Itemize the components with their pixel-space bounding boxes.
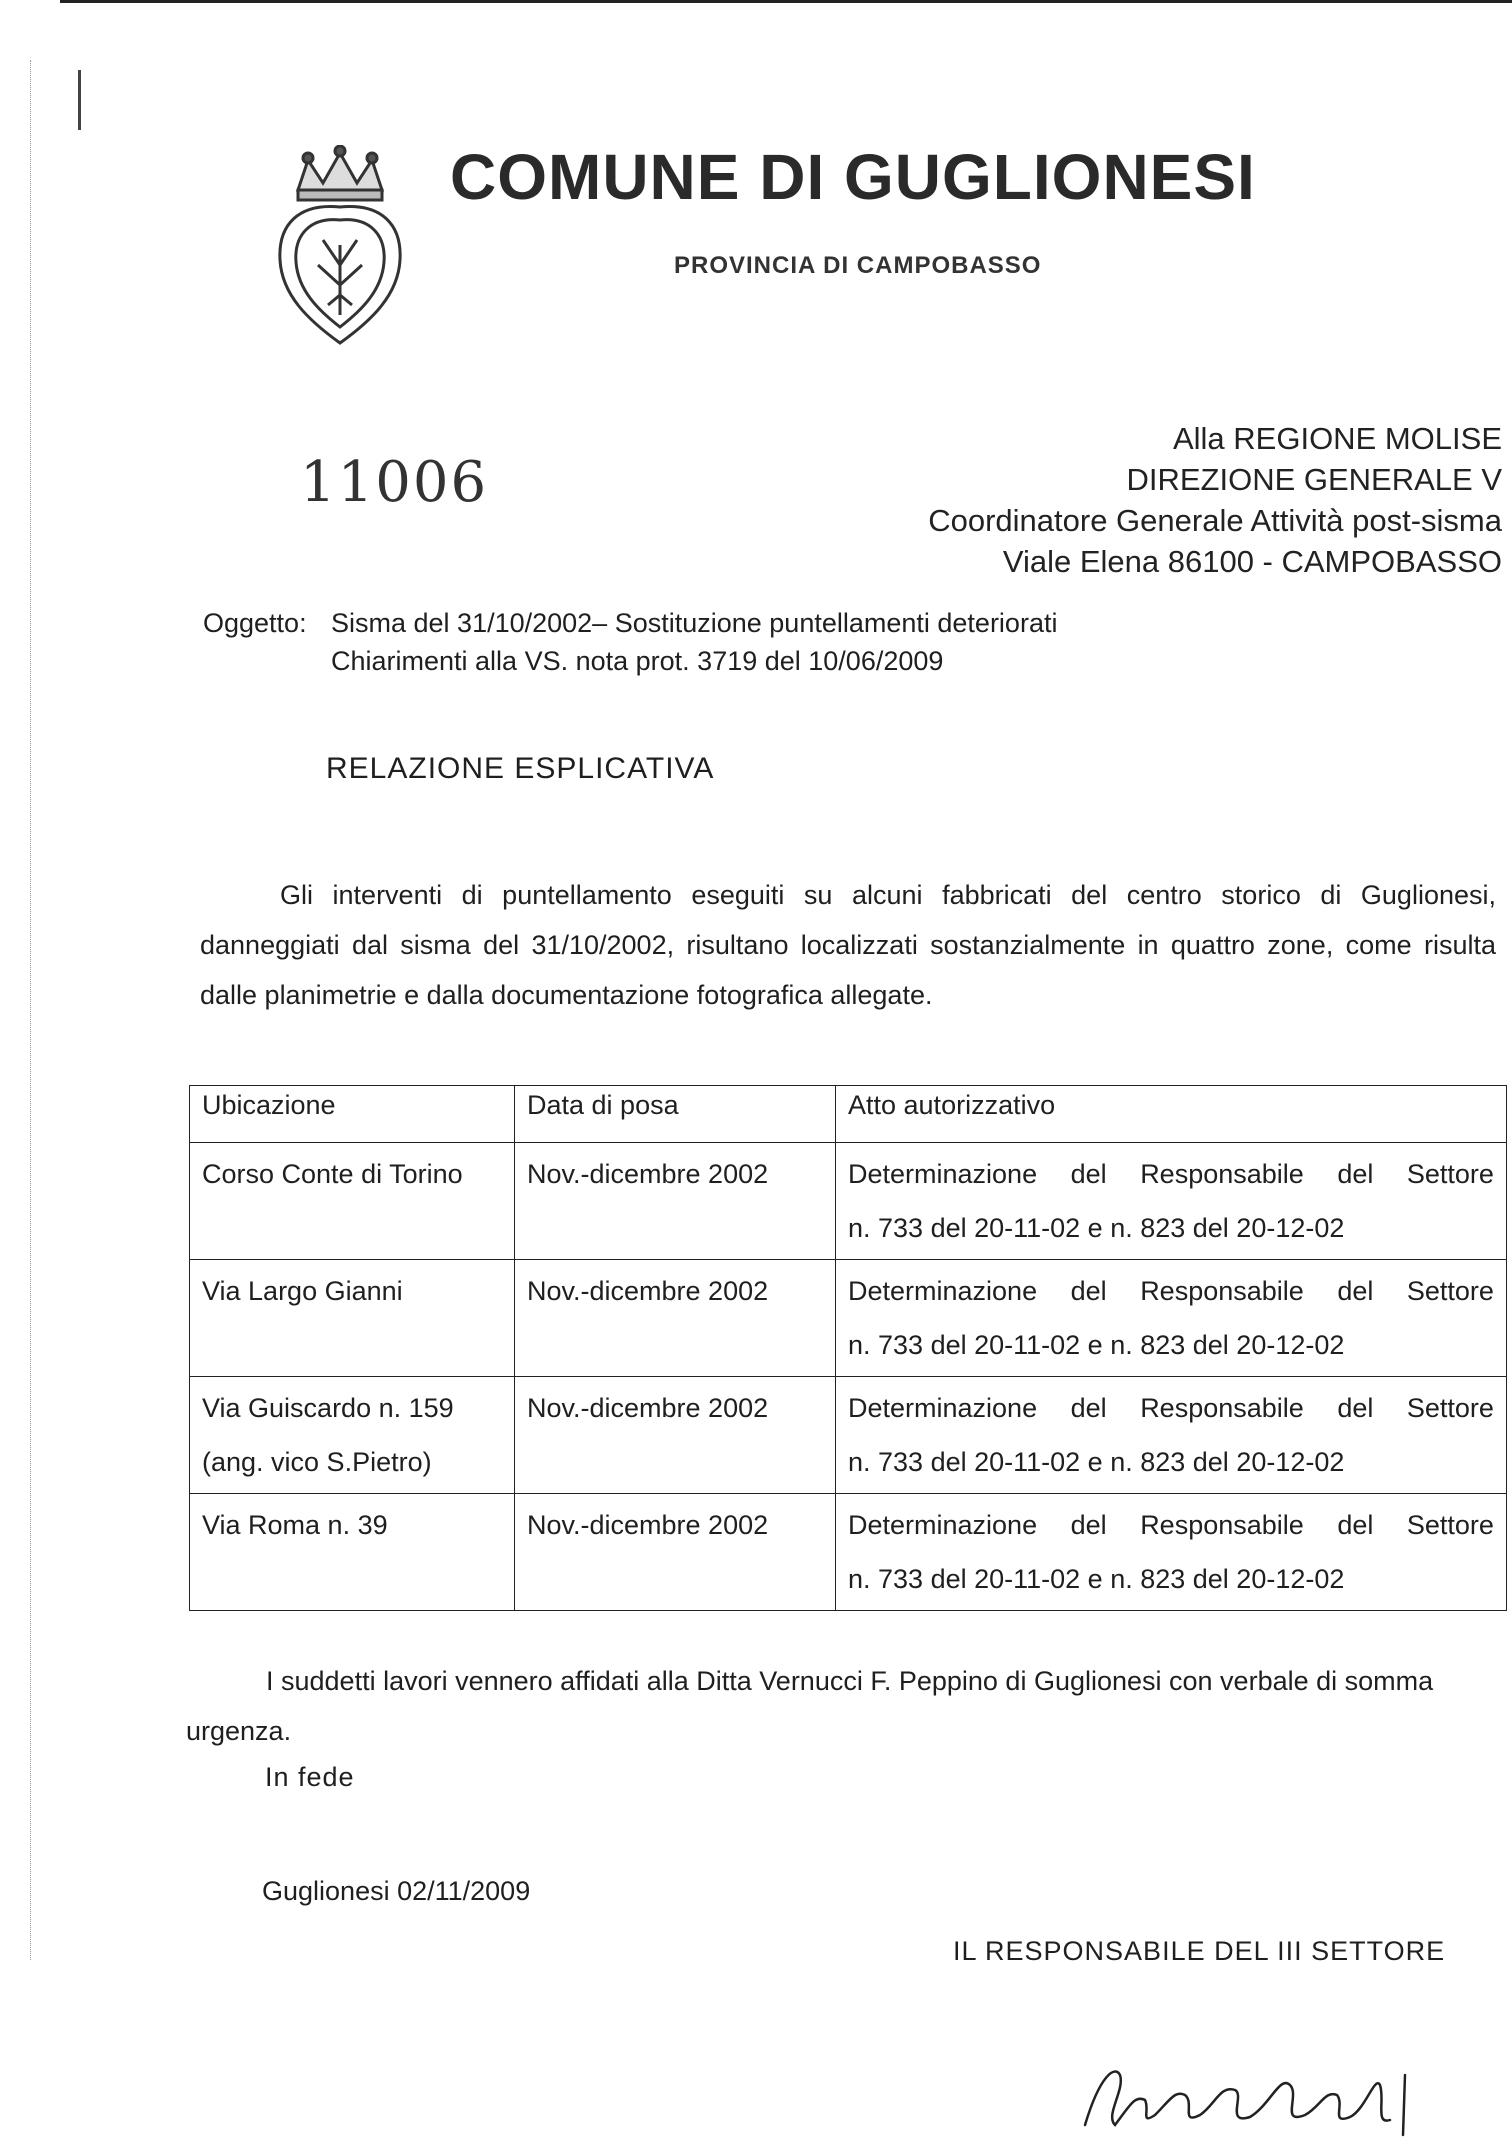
recipient-line: Viale Elena 86100 - CAMPOBASSO — [1002, 544, 1502, 579]
act-word: Settore — [1406, 1276, 1494, 1306]
scan-margin-bar — [78, 70, 81, 130]
cell-location: Corso Conte di Torino — [190, 1143, 515, 1260]
table-header-row — [190, 1086, 1507, 1143]
act-word: Responsabile — [1140, 1159, 1304, 1189]
act-line-1 — [848, 1498, 1494, 1552]
subject-block — [203, 604, 1057, 680]
report-heading: RELAZIONE ESPLICATIVA — [326, 752, 715, 785]
act-word: del — [1337, 1510, 1374, 1540]
table-row — [190, 1260, 1507, 1377]
top-edge-line — [60, 0, 1512, 3]
act-line-2: n. 733 del 20-11-02 e n. 823 del 20-12-02 — [848, 1447, 1345, 1477]
cell-date: Nov.-dicembre 2002 — [515, 1260, 836, 1377]
act-word: Determinazione — [848, 1393, 1038, 1423]
cell-date: Nov.-dicembre 2002 — [515, 1377, 836, 1494]
act-line-1 — [848, 1381, 1494, 1435]
cell-act — [836, 1260, 1507, 1377]
table-row — [190, 1377, 1507, 1494]
act-line-1 — [848, 1264, 1494, 1318]
subject-line-2: Chiarimenti alla VS. nota prot. 3719 del 10/06/2009 — [331, 646, 944, 676]
column-header-date: Data di posa — [515, 1086, 836, 1143]
act-word: del — [1337, 1276, 1374, 1306]
cell-act — [836, 1494, 1507, 1611]
act-word: del — [1070, 1276, 1107, 1306]
subject-label: Oggetto: — [203, 608, 307, 638]
recipient-line: DIREZIONE GENERALE V — [1126, 462, 1502, 497]
table-row — [190, 1143, 1507, 1260]
recipient-line: Coordinatore Generale Attività post-sisma — [928, 503, 1502, 538]
act-word: del — [1337, 1159, 1374, 1189]
cell-location: Via Roma n. 39 — [190, 1494, 515, 1611]
handwritten-signature-icon — [1075, 2055, 1435, 2138]
act-word: Responsabile — [1140, 1393, 1304, 1423]
protocol-number: 11006 — [300, 450, 489, 515]
signatory-title: IL RESPONSABILE DEL III SETTORE — [953, 1936, 1446, 1966]
cell-date: Nov.-dicembre 2002 — [515, 1143, 836, 1260]
act-word: del — [1337, 1393, 1374, 1423]
act-line-1 — [848, 1147, 1494, 1201]
subject-line-1: Sisma del 31/10/2002– Sostituzione puntellamenti deteriorati — [331, 608, 1058, 638]
column-header-act: Atto autorizzativo — [836, 1086, 1507, 1143]
act-word: Determinazione — [848, 1159, 1038, 1189]
act-line-2: n. 733 del 20-11-02 e n. 823 del 20-12-02 — [848, 1564, 1345, 1594]
act-line-2: n. 733 del 20-11-02 e n. 823 del 20-12-02 — [848, 1330, 1345, 1360]
intro-paragraph: Gli interventi di puntellamento eseguiti su alcuni fabbricati del centro storico di Guglionesi, danneggiati dal sisma del 31/10/2002, risultano localizzati sostanzialmente in quattro zone, come risulta dalle planimetrie e dalla documentazione fotografica allegate. — [200, 880, 1496, 1010]
act-word: del — [1070, 1159, 1107, 1189]
closing-paragraph: I suddetti lavori vennero affidati alla Ditta Vernucci F. Peppino di Guglionesi con verbale di somma urgenza. — [186, 1666, 1434, 1746]
cell-date: Nov.-dicembre 2002 — [515, 1494, 836, 1611]
act-word: Determinazione — [848, 1510, 1038, 1540]
act-word: del — [1070, 1393, 1107, 1423]
act-word: Settore — [1406, 1393, 1494, 1423]
recipient-line: Alla REGIONE MOLISE — [1172, 421, 1502, 456]
act-word: del — [1070, 1510, 1107, 1540]
interventions-table — [189, 1085, 1507, 1611]
place-and-date: Guglionesi 02/11/2009 — [262, 1876, 531, 1906]
act-word: Determinazione — [848, 1276, 1038, 1306]
in-fede: In fede — [265, 1762, 355, 1792]
cell-act — [836, 1143, 1507, 1260]
cell-location: Via Guiscardo n. 159 (ang. vico S.Pietro) — [190, 1377, 515, 1494]
act-word: Settore — [1406, 1510, 1494, 1540]
scan-margin-marks — [30, 60, 33, 1960]
act-word: Responsabile — [1140, 1510, 1304, 1540]
table-row — [190, 1494, 1507, 1611]
province-subtitle: PROVINCIA DI CAMPOBASSO — [674, 252, 1042, 279]
act-word: Responsabile — [1140, 1276, 1304, 1306]
municipality-title: COMUNE DI GUGLIONESI — [450, 141, 1256, 213]
act-word: Settore — [1406, 1159, 1494, 1189]
column-header-location: Ubicazione — [190, 1086, 515, 1143]
municipal-crest-icon — [268, 145, 413, 355]
cell-act — [836, 1377, 1507, 1494]
recipient-address — [928, 418, 1502, 582]
act-line-2: n. 733 del 20-11-02 e n. 823 del 20-12-02 — [848, 1213, 1345, 1243]
cell-location: Via Largo Gianni — [190, 1260, 515, 1377]
